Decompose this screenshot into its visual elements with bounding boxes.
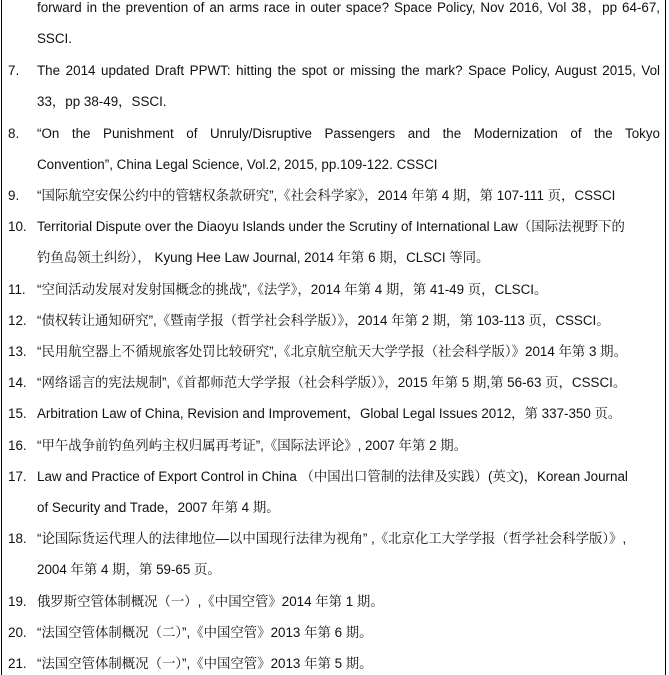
reference-text: 2004 年第 4 期，第 59-65 页。 <box>37 562 221 577</box>
reference-number: 11. <box>8 282 26 297</box>
reference-text: SSCI. <box>37 31 72 46</box>
reference-number: 18. <box>8 531 27 546</box>
reference-text: “国际航空安保公约中的管辖权条款研究”,《社会科学家》，2014 年第 4 期，第 107-111 页，CSSCI <box>37 188 616 203</box>
reference-number: 7. <box>8 63 20 78</box>
reference-number: 9. <box>8 188 20 203</box>
reference-number: 16. <box>8 438 27 453</box>
reference-number: 17. <box>8 469 27 484</box>
reference-text: “On the Punishment of Unruly/Disruptive Passengers and the Modernization of the Tokyo <box>37 126 660 141</box>
reference-text: 钓鱼岛领土纠纷）， Kyung Hee Law Journal, 2014 年第 6 期，CLSCI 等同。 <box>37 250 490 265</box>
reference-text: forward in the prevention of an arms race in outer space? Space Policy, Nov 2016, Vol 38，pp 64-67, <box>37 0 660 15</box>
reference-number: 13. <box>8 344 27 359</box>
reference-text: 33，pp 38-49，SSCI. <box>37 94 167 109</box>
reference-text: “法国空管体制概况（一）”,《中国空管》2013 年第 5 期。 <box>37 656 373 671</box>
reference-text: Territorial Dispute over the Diaoyu Islands under the Scrutiny of International Law（国际法视野下的 <box>37 219 625 234</box>
reference-number: 15. <box>8 406 27 421</box>
reference-text: 俄罗斯空管体制概况（一）,《中国空管》2014 年第 1 期。 <box>37 594 384 609</box>
reference-text: Arbitration Law of China, Revision and Improvement，Global Legal Issues 2012，第 337-350 页。 <box>37 406 622 421</box>
reference-text: of Security and Trade，2007 年第 4 期。 <box>37 500 280 515</box>
reference-text: The 2014 updated Draft PPWT: hitting the spot or missing the mark? Space Policy, August 2015, Vol <box>37 63 660 78</box>
reference-text: “空间活动发展对发射国概念的挑战”,《法学》，2014 年第 4 期，第 41-49 页，CLSCI。 <box>37 282 548 297</box>
reference-number: 21. <box>8 656 27 671</box>
reference-text: Convention”, China Legal Science, Vol.2, 2015, pp.109-122. CSSCI <box>37 157 438 172</box>
reference-text: “甲午战争前钓鱼列屿主权归属再考证”,《国际法评论》, 2007 年第 2 期。 <box>37 438 468 453</box>
reference-text: “论国际货运代理人的法律地位—以中国现行法律为视角” ,《北京化工大学学报（哲学社会科学版）》, <box>37 531 627 546</box>
reference-number: 14. <box>8 375 27 390</box>
reference-number: 10. <box>8 219 27 234</box>
reference-text: “法国空管体制概况（二）”,《中国空管》2013 年第 6 期。 <box>37 625 373 640</box>
reference-number: 20. <box>8 625 27 640</box>
reference-text: “网络谣言的宪法规制”,《首都师范大学学报（社会科学版）》，2015 年第 5 期,第 56-63 页，CSSCI。 <box>37 375 627 390</box>
reference-number: 12. <box>8 313 27 328</box>
reference-text: “民用航空器上不循规旅客处罚比较研究”,《北京航空航天大学学报（社会科学版）》2014 年第 3 期。 <box>37 344 627 359</box>
reference-number: 19. <box>8 594 27 609</box>
reference-text: Law and Practice of Export Control in China （中国出口管制的法律及实践）(英文)，Korean Journal <box>37 469 628 484</box>
reference-number: 8. <box>8 126 20 141</box>
reference-text: “债权转让通知研究”,《暨南学报（哲学社会科学版）》，2014 年第 2 期，第 103-113 页，CSSCI。 <box>37 313 610 328</box>
